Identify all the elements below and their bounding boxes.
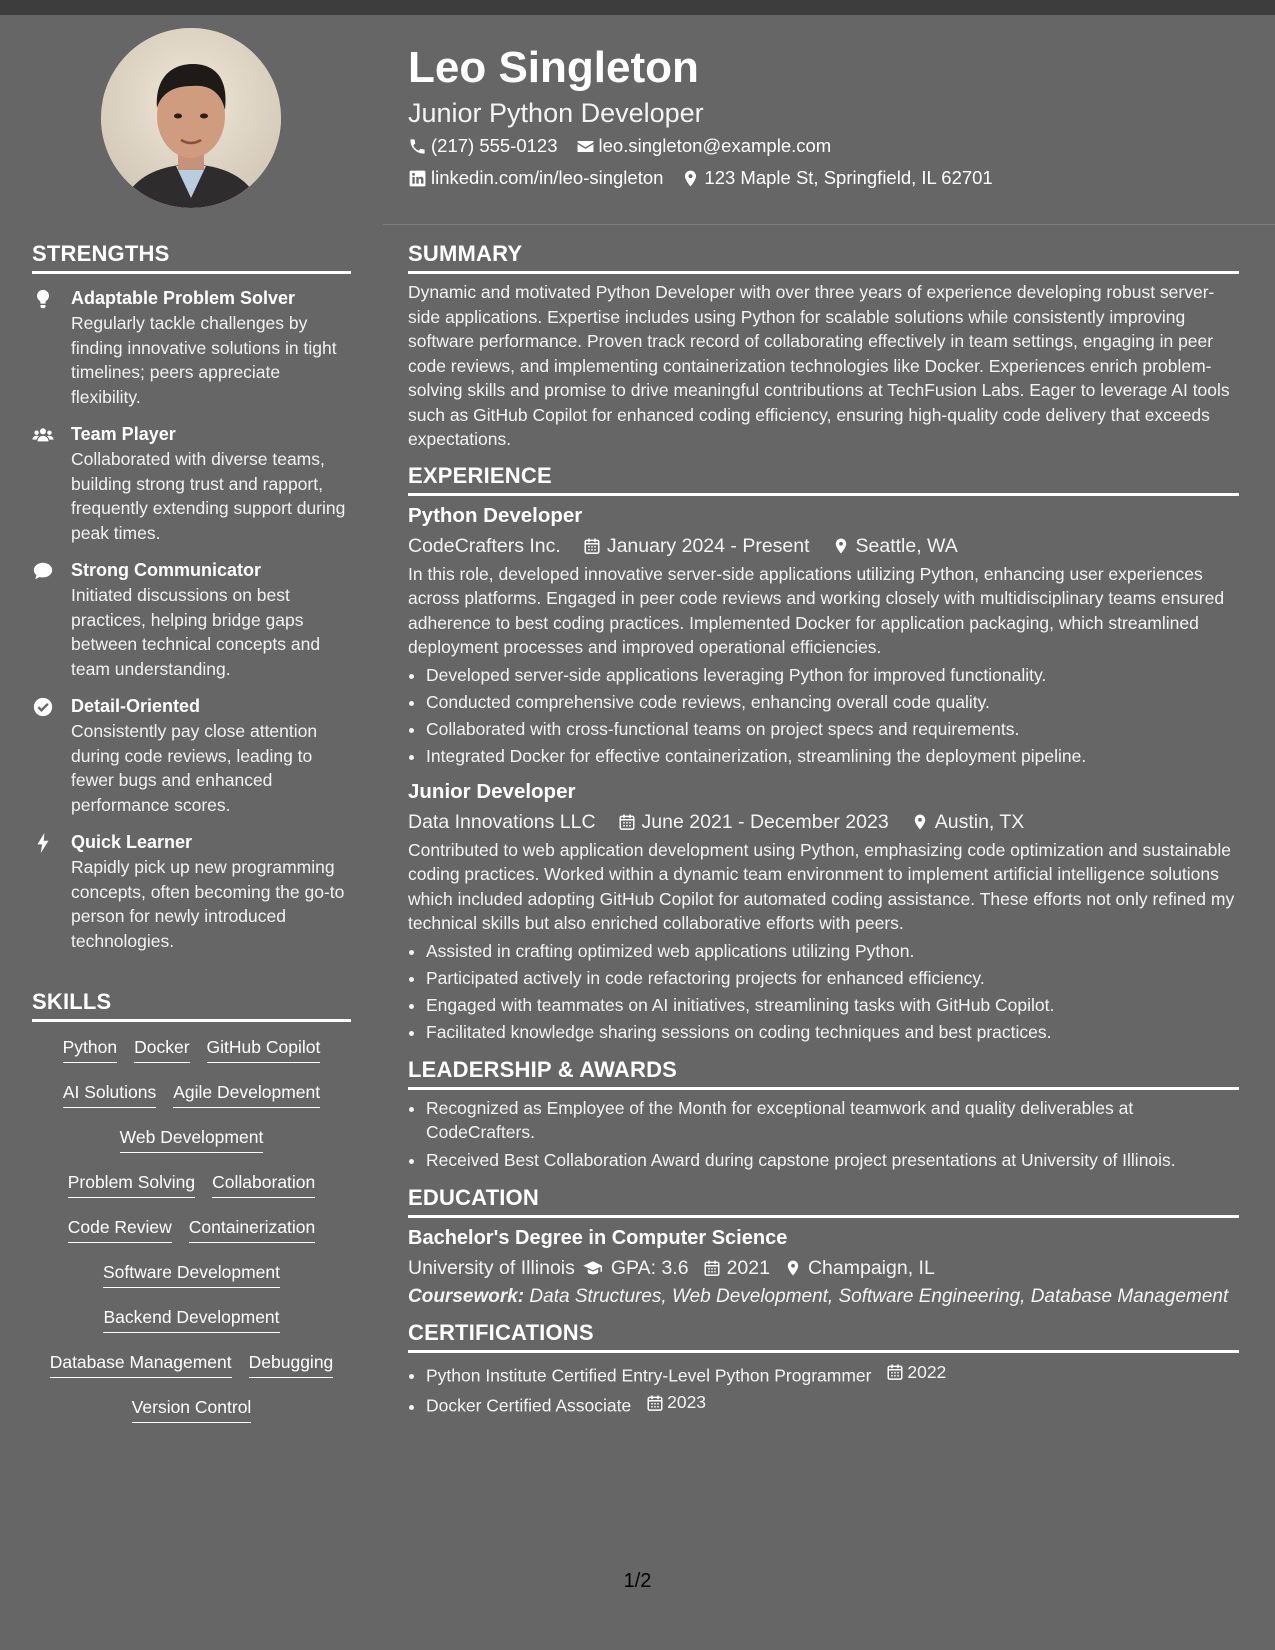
top-bar [0,0,1275,15]
certification-year-text: 2022 [907,1361,947,1382]
strength-description: Consistently pay close attention during code reviews, leading to fewer bugs and enhanced performance scores. [71,721,318,815]
education-heading: EDUCATION [408,1184,1239,1218]
contact-line-2 [408,162,1248,194]
phone-icon [408,137,427,156]
skill-tag: GitHub Copilot [207,1036,321,1063]
job-company: Data Innovations LLC [408,810,596,833]
resume-header [408,40,1248,194]
job-entry [408,502,1239,770]
strength-description: Initiated discussions on best practices, helping bridge gaps between technical concepts and team understanding. [71,585,321,679]
job-bullets [408,662,1239,770]
certification-year [886,1359,946,1386]
certification-item [426,1389,1239,1420]
skill-row [32,1306,351,1351]
strength-item [32,422,351,545]
strength-title: Quick Learner [71,832,193,852]
education-meta [408,1252,1239,1284]
strength-item [32,286,351,409]
skill-tag: Version Control [132,1396,252,1423]
skills-list [32,1036,351,1441]
job-entry [408,778,1239,1046]
certification-name: Python Institute Certified Entry-Level Python Programmer [426,1365,872,1385]
job-description: Contributed to web application development using Python, emphasizing code optimization and sustainable coding practices. Worked within a dynamic team environment to implement artificial intelligence solutions which included adopting GitHub Copilot for automated coding assistance. These efforts not only refined my technical skills but also enriched collaborative efforts with peers. [408,839,1235,933]
strength-title: Strong Communicator [71,560,262,580]
users-icon [32,424,54,446]
skill-row [32,1261,351,1306]
job-company: CodeCrafters Inc. [408,534,561,557]
job-location: Seattle, WA [855,534,958,557]
skill-row [32,1351,351,1396]
job-bullet: • Engaged with teammates on AI initiatives, streamlining tasks with GitHub Copilot. [426,992,1239,1019]
summary-text: Dynamic and motivated Python Developer with over three years of experience developing robust server-side applications. Expertise includes using Python for scalable solutions while consistently improving software performance. Proven track record of collaborating effectively in team settings, engaging in peer code reviews, and implementing containerization technologies like Docker. Experiences enrich problem-solving skills and promise to drive meaningful contributions at TechFusion Labs. Eager to leverage AI tools such as GitHub Copilot for enhanced coding efficiency, ensuring high-quality code delivery that exceeds expectations. [408,282,1230,449]
page-number: 1/2 [623,1570,652,1592]
calendar-icon [886,1363,904,1381]
contact-line-1 [408,130,1248,162]
strength-description: Collaborated with diverse teams, building strong trust and rapport, frequently extending support during peak times. [71,449,346,543]
certifications-section [408,1319,1239,1420]
lightbulb-icon [32,288,54,310]
strength-description: Rapidly pick up new programming concepts, often becoming the go-to person for newly introduced technologies. [71,857,345,951]
job-bullet: • Collaborated with cross-functional teams on project specs and requirements. [426,716,1239,743]
check-circle-icon [32,696,54,718]
school-location: Champaign, IL [807,1256,935,1279]
skill-row [32,1171,351,1216]
skill-tag: Software Development [103,1261,280,1288]
header-divider [383,224,1275,225]
linkedin-text: linkedin.com/in/leo-singleton [431,167,664,188]
summary-section [408,240,1239,452]
address-contact [681,162,992,194]
envelope-icon [576,137,595,156]
leadership-heading: LEADERSHIP & AWARDS [408,1056,1239,1090]
bolt-icon [32,832,54,854]
skill-row [32,1216,351,1261]
job-bullet: • Conducted comprehensive code reviews, enhancing overall code quality. [426,689,1239,716]
job-bullet: • Developed server-side applications leveraging Python for improved functionality. [426,662,1239,689]
skill-row [32,1126,351,1171]
skill-tag: Debugging [249,1351,334,1378]
coursework [408,1284,1239,1309]
job-meta [408,806,1239,838]
school-name: University of Illinois [408,1256,575,1279]
strengths-section [32,240,351,953]
map-marker-icon [784,1259,802,1277]
strengths-heading: STRENGTHS [32,240,351,274]
certification-year-text: 2023 [667,1392,707,1412]
map-marker-icon [681,169,700,188]
skill-tag: Docker [134,1036,189,1063]
calendar-icon [583,537,601,555]
skill-row [32,1036,351,1081]
skill-tag: Agile Development [173,1081,320,1108]
strength-title: Adaptable Problem Solver [71,288,296,308]
graduation-year: 2021 [726,1256,770,1279]
coursework-text: Data Structures, Web Development, Software Engineering, Database Management [529,1285,1229,1307]
skill-tag: AI Solutions [63,1081,156,1108]
experience-section [408,462,1239,1046]
skill-tag: Python [63,1036,117,1063]
profile-photo [101,28,281,208]
phone-text: (217) 555-0123 [431,135,558,156]
main-column [408,240,1239,1430]
comment-icon [32,560,54,582]
address-text: 123 Maple St, Springfield, IL 62701 [704,167,993,188]
leadership-item: • Received Best Collaboration Award during capstone project presentations at University of Illinois. [426,1147,1239,1174]
email-text: leo.singleton@example.com [598,135,832,156]
job-description: In this role, developed innovative server-side applications utilizing Python, enhancing user experiences across platforms. Engaged in peer code reviews and working closely with multidisciplinary teams ensured adherence to best coding practices. Implemented Docker for application packaging, which streamlined deployment processes and improved operational efficiencies. [408,563,1225,657]
leadership-item: • Recognized as Employee of the Month for exceptional teamwork and quality deliverables at CodeCrafters. [426,1096,1239,1144]
degree-title: Bachelor's Degree in Computer Science [408,1226,788,1249]
coursework-label: Coursework: [408,1285,525,1307]
skill-tag: Web Development [120,1126,264,1153]
graduation-cap-icon [581,1259,605,1277]
map-marker-icon [832,537,850,555]
job-bullets [408,938,1239,1046]
strength-title: Team Player [71,424,176,444]
job-title: Junior Developer [408,779,576,803]
strength-description: Regularly tackle challenges by finding innovative solutions in tight timelines; peers appreciate flexibility. [71,313,337,407]
linkedin-contact[interactable] [408,162,663,194]
certification-name: Docker Certified Associate [426,1395,632,1416]
email-contact[interactable] [576,130,832,162]
job-location: Austin, TX [934,810,1025,833]
strength-item [32,694,351,817]
leadership-section [408,1056,1239,1174]
job-bullet: • Assisted in crafting optimized web applications utilizing Python. [426,938,1239,965]
job-title: Python Developer [408,503,583,527]
skill-tag: Containerization [189,1216,315,1243]
skill-tag: Code Review [68,1216,172,1243]
job-bullet: • Facilitated knowledge sharing sessions on coding techniques and best practices. [426,1019,1239,1046]
leadership-list [408,1096,1239,1174]
skill-tag: Problem Solving [68,1171,195,1198]
skills-heading: SKILLS [32,988,351,1022]
certifications-list [408,1359,1239,1420]
job-dates: June 2021 - December 2023 [641,810,889,833]
skills-section [32,988,351,1441]
experience-heading: EXPERIENCE [408,462,1239,496]
skill-tag: Database Management [50,1351,232,1378]
education-section [408,1184,1239,1309]
linkedin-icon [408,169,427,188]
job-meta [408,530,1239,562]
strength-item [32,558,351,681]
skill-tag: Collaboration [212,1171,315,1198]
job-dates: January 2024 - Present [606,534,810,557]
phone-contact [408,130,558,162]
calendar-icon [703,1259,721,1277]
certification-item [426,1359,1239,1390]
job-bullet: • Integrated Docker for effective containerization, streamlining the deployment pipeline. [426,743,1239,770]
candidate-name: Leo Singleton [408,43,699,92]
job-bullet: • Participated actively in code refactoring projects for enhanced efficiency. [426,965,1239,992]
skill-tag: Backend Development [103,1306,279,1333]
summary-heading: SUMMARY [408,240,1239,274]
strength-item [32,830,351,953]
calendar-icon [618,813,636,831]
candidate-title: Junior Python Developer [408,98,704,128]
strength-title: Detail-Oriented [71,696,201,716]
skill-row [32,1081,351,1126]
gpa: GPA: 3.6 [610,1256,689,1279]
certifications-heading: CERTIFICATIONS [408,1319,1239,1353]
calendar-icon [646,1394,664,1412]
skill-row [32,1396,351,1441]
certification-year [646,1389,706,1416]
map-marker-icon [911,813,929,831]
